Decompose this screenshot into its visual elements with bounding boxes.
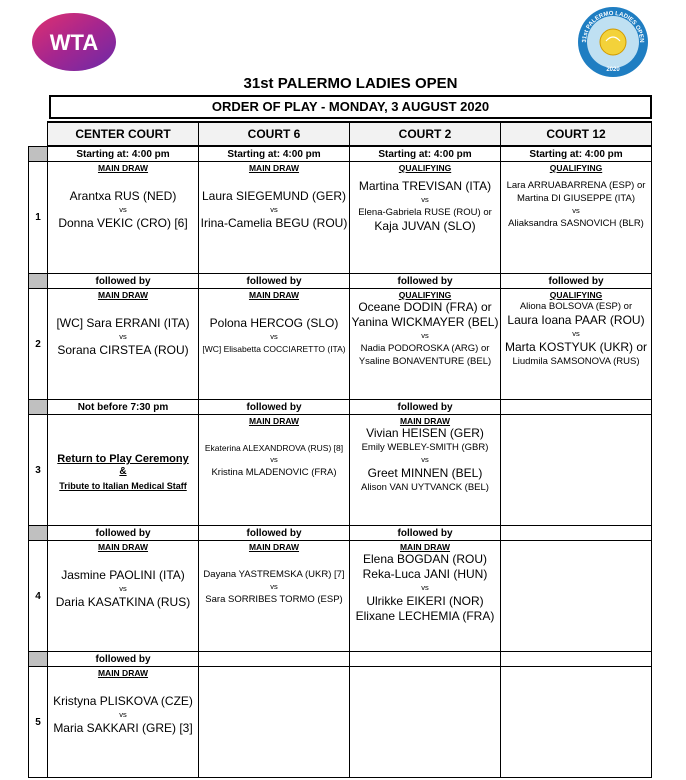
row-bar-marker — [29, 274, 48, 289]
palermo-logo-text: 31st PALERMO LADIES OPEN — [581, 10, 645, 43]
player-name: Dayana YASTREMSKA (UKR) [7] — [203, 569, 345, 580]
match-number: 1 — [29, 162, 48, 274]
player-name: Ekaterina ALEXANDROVA (RUS) [8] — [204, 443, 344, 453]
start-time-label — [199, 652, 350, 667]
start-time-label: followed by — [350, 526, 501, 541]
player-name: Laura SIEGEMUND (GER) — [201, 189, 347, 203]
palermo-logo-year: 2020 — [606, 67, 620, 73]
court-header: COURT 6 — [199, 122, 350, 146]
court-header: COURT 2 — [350, 122, 501, 146]
start-time-label: Starting at: 4:00 pm — [350, 146, 501, 162]
player-name: Kaja JUVAN (SLO) — [374, 219, 476, 233]
player-name: Lara ARRUABARRENA (ESP) or — [506, 180, 646, 191]
match-number: 2 — [29, 289, 48, 400]
versus-label: vs — [119, 710, 127, 719]
match-cell — [199, 415, 350, 526]
draw-category: MAIN DRAW — [399, 542, 451, 552]
start-time-label: followed by — [501, 274, 652, 289]
start-time-label: followed by — [199, 400, 350, 415]
court-header-row — [29, 122, 652, 146]
draw-category: QUALIFYING — [398, 290, 452, 300]
court-header: COURT 12 — [501, 122, 652, 146]
player-name: Elena-Gabriela RUSE (ROU) or — [358, 207, 492, 218]
versus-label: vs — [119, 332, 127, 341]
start-time-label — [501, 400, 652, 415]
player-name: Martina DI GIUSEPPE (ITA) — [516, 193, 636, 204]
player-name: Ulrikke EIKERI (NOR) — [366, 594, 484, 608]
start-time-label: followed by — [48, 652, 199, 667]
draw-category: MAIN DRAW — [248, 290, 300, 300]
match-row — [29, 415, 652, 526]
versus-label: vs — [421, 583, 429, 592]
match-row — [29, 162, 652, 274]
match-row — [29, 289, 652, 400]
order-of-play-heading: ORDER OF PLAY - MONDAY, 3 AUGUST 2020 — [49, 95, 652, 119]
match-cell — [199, 541, 350, 652]
start-time-label: Starting at: 4:00 pm — [48, 146, 199, 162]
start-time-label: Starting at: 4:00 pm — [501, 146, 652, 162]
time-bar-row — [29, 400, 652, 415]
versus-label: vs — [572, 206, 580, 215]
time-bar-row — [29, 274, 652, 289]
player-name: Oceane DODIN (FRA) or — [358, 300, 492, 314]
versus-label: vs — [270, 205, 278, 214]
player-name: Emily WEBLEY-SMITH (GBR) — [361, 442, 489, 453]
draw-category: QUALIFYING — [549, 290, 603, 300]
match-cell — [350, 162, 501, 274]
versus-label: vs — [270, 332, 278, 341]
order-of-play-table — [28, 121, 652, 778]
match-cell — [48, 667, 199, 778]
player-name: Arantxa RUS (NED) — [69, 189, 177, 203]
match-cell — [350, 415, 501, 526]
versus-label: vs — [270, 455, 278, 464]
versus-label: vs — [119, 205, 127, 214]
row-bar-marker — [29, 526, 48, 541]
ceremony-tribute: Tribute to Italian Medical Staff — [59, 481, 187, 491]
player-name: Alison VAN UYTVANCK (BEL) — [361, 482, 489, 493]
match-number: 4 — [29, 541, 48, 652]
player-name: Jasmine PAOLINI (ITA) — [61, 568, 185, 582]
player-name: Irina-Camelia BEGU (ROU) — [200, 216, 348, 230]
player-name: Elixane LECHEMIA (FRA) — [355, 609, 495, 623]
draw-category: MAIN DRAW — [97, 163, 149, 173]
player-name: Kristyna PLISKOVA (CZE) — [53, 694, 193, 708]
time-bar-row — [29, 652, 652, 667]
match-cell — [48, 289, 199, 400]
player-name: Daria KASATKINA (RUS) — [55, 595, 191, 609]
ceremony-title: Return to Play Ceremony — [57, 453, 189, 465]
match-cell — [350, 541, 501, 652]
match-row — [29, 541, 652, 652]
start-time-label: followed by — [350, 400, 501, 415]
versus-label: vs — [119, 584, 127, 593]
draw-category: MAIN DRAW — [399, 416, 451, 426]
match-cell — [48, 541, 199, 652]
match-cell — [48, 162, 199, 274]
draw-category: MAIN DRAW — [97, 668, 149, 678]
player-name: Greet MINNEN (BEL) — [367, 466, 483, 480]
versus-label: vs — [572, 329, 580, 338]
start-time-label: followed by — [350, 274, 501, 289]
start-time-label: Not before 7:30 pm — [48, 400, 199, 415]
court-header: CENTER COURT — [48, 122, 199, 146]
start-time-label: followed by — [199, 274, 350, 289]
match-cell — [199, 162, 350, 274]
player-name: Ysaline BONAVENTURE (BEL) — [358, 356, 492, 367]
wta-logo — [32, 12, 116, 72]
player-name: [WC] Sara ERRANI (ITA) — [56, 316, 190, 330]
match-number: 3 — [29, 415, 48, 526]
versus-label: vs — [421, 455, 429, 464]
start-time-label: followed by — [48, 274, 199, 289]
draw-category: QUALIFYING — [549, 163, 603, 173]
versus-label: vs — [421, 195, 429, 204]
match-cell — [350, 289, 501, 400]
ceremony-ampersand: & — [119, 466, 127, 477]
start-time-label — [501, 652, 652, 667]
player-name: Yanina WICKMAYER (BEL) — [351, 315, 499, 329]
start-time-label: Starting at: 4:00 pm — [199, 146, 350, 162]
player-name: Kristina MLADENOVIC (FRA) — [211, 467, 337, 478]
row-bar-marker — [29, 146, 48, 162]
match-number: 5 — [29, 667, 48, 778]
player-name: Maria SAKKARI (GRE) [3] — [53, 721, 193, 735]
wta-logo-text: WTA — [49, 30, 99, 55]
start-time-label — [350, 652, 501, 667]
match-cell — [199, 667, 350, 778]
row-bar-marker — [29, 652, 48, 667]
tournament-title: 31st PALERMO LADIES OPEN — [243, 75, 458, 92]
start-time-label: followed by — [48, 526, 199, 541]
player-name: Aliaksandra SASNOVICH (BLR) — [508, 218, 644, 229]
draw-category: MAIN DRAW — [97, 290, 149, 300]
start-time-label: followed by — [199, 526, 350, 541]
match-cell — [501, 162, 652, 274]
draw-category: MAIN DRAW — [248, 416, 300, 426]
versus-label: vs — [270, 582, 278, 591]
player-name: [WC] Elisabetta COCCIARETTO (ITA) — [202, 344, 346, 354]
row-bar-marker — [29, 400, 48, 415]
match-cell — [501, 415, 652, 526]
draw-category: MAIN DRAW — [248, 542, 300, 552]
player-name: Laura Ioana PAAR (ROU) — [507, 313, 645, 327]
draw-category: MAIN DRAW — [97, 542, 149, 552]
player-name: Sorana CIRSTEA (ROU) — [57, 343, 189, 357]
player-name: Marta KOSTYUK (UKR) or — [504, 340, 648, 354]
player-name: Vivian HEISEN (GER) — [366, 426, 484, 440]
player-name: Reka-Luca JANI (HUN) — [362, 567, 488, 581]
draw-category: MAIN DRAW — [248, 163, 300, 173]
match-cell — [48, 415, 199, 526]
versus-label: vs — [421, 331, 429, 340]
match-cell — [501, 289, 652, 400]
match-cell — [501, 667, 652, 778]
draw-category: QUALIFYING — [398, 163, 452, 173]
player-name: Liudmila SAMSONOVA (RUS) — [512, 356, 640, 367]
header-blank — [29, 122, 48, 146]
time-bar-row — [29, 146, 652, 162]
match-cell — [350, 667, 501, 778]
time-bar-row — [29, 526, 652, 541]
player-name: Polona HERCOG (SLO) — [209, 316, 339, 330]
player-name: Martina TREVISAN (ITA) — [358, 179, 492, 193]
player-name: Sara SORRIBES TORMO (ESP) — [205, 594, 343, 605]
match-cell — [199, 289, 350, 400]
player-name: Nadia PODOROSKA (ARG) or — [360, 343, 490, 354]
player-name: Donna VEKIC (CRO) [6] — [58, 216, 188, 230]
match-cell — [501, 541, 652, 652]
match-row — [29, 667, 652, 778]
start-time-label — [501, 526, 652, 541]
player-name: Aliona BOLSOVA (ESP) or — [519, 301, 633, 312]
palermo-open-logo — [576, 5, 650, 79]
player-name: Elena BOGDAN (ROU) — [362, 552, 488, 566]
